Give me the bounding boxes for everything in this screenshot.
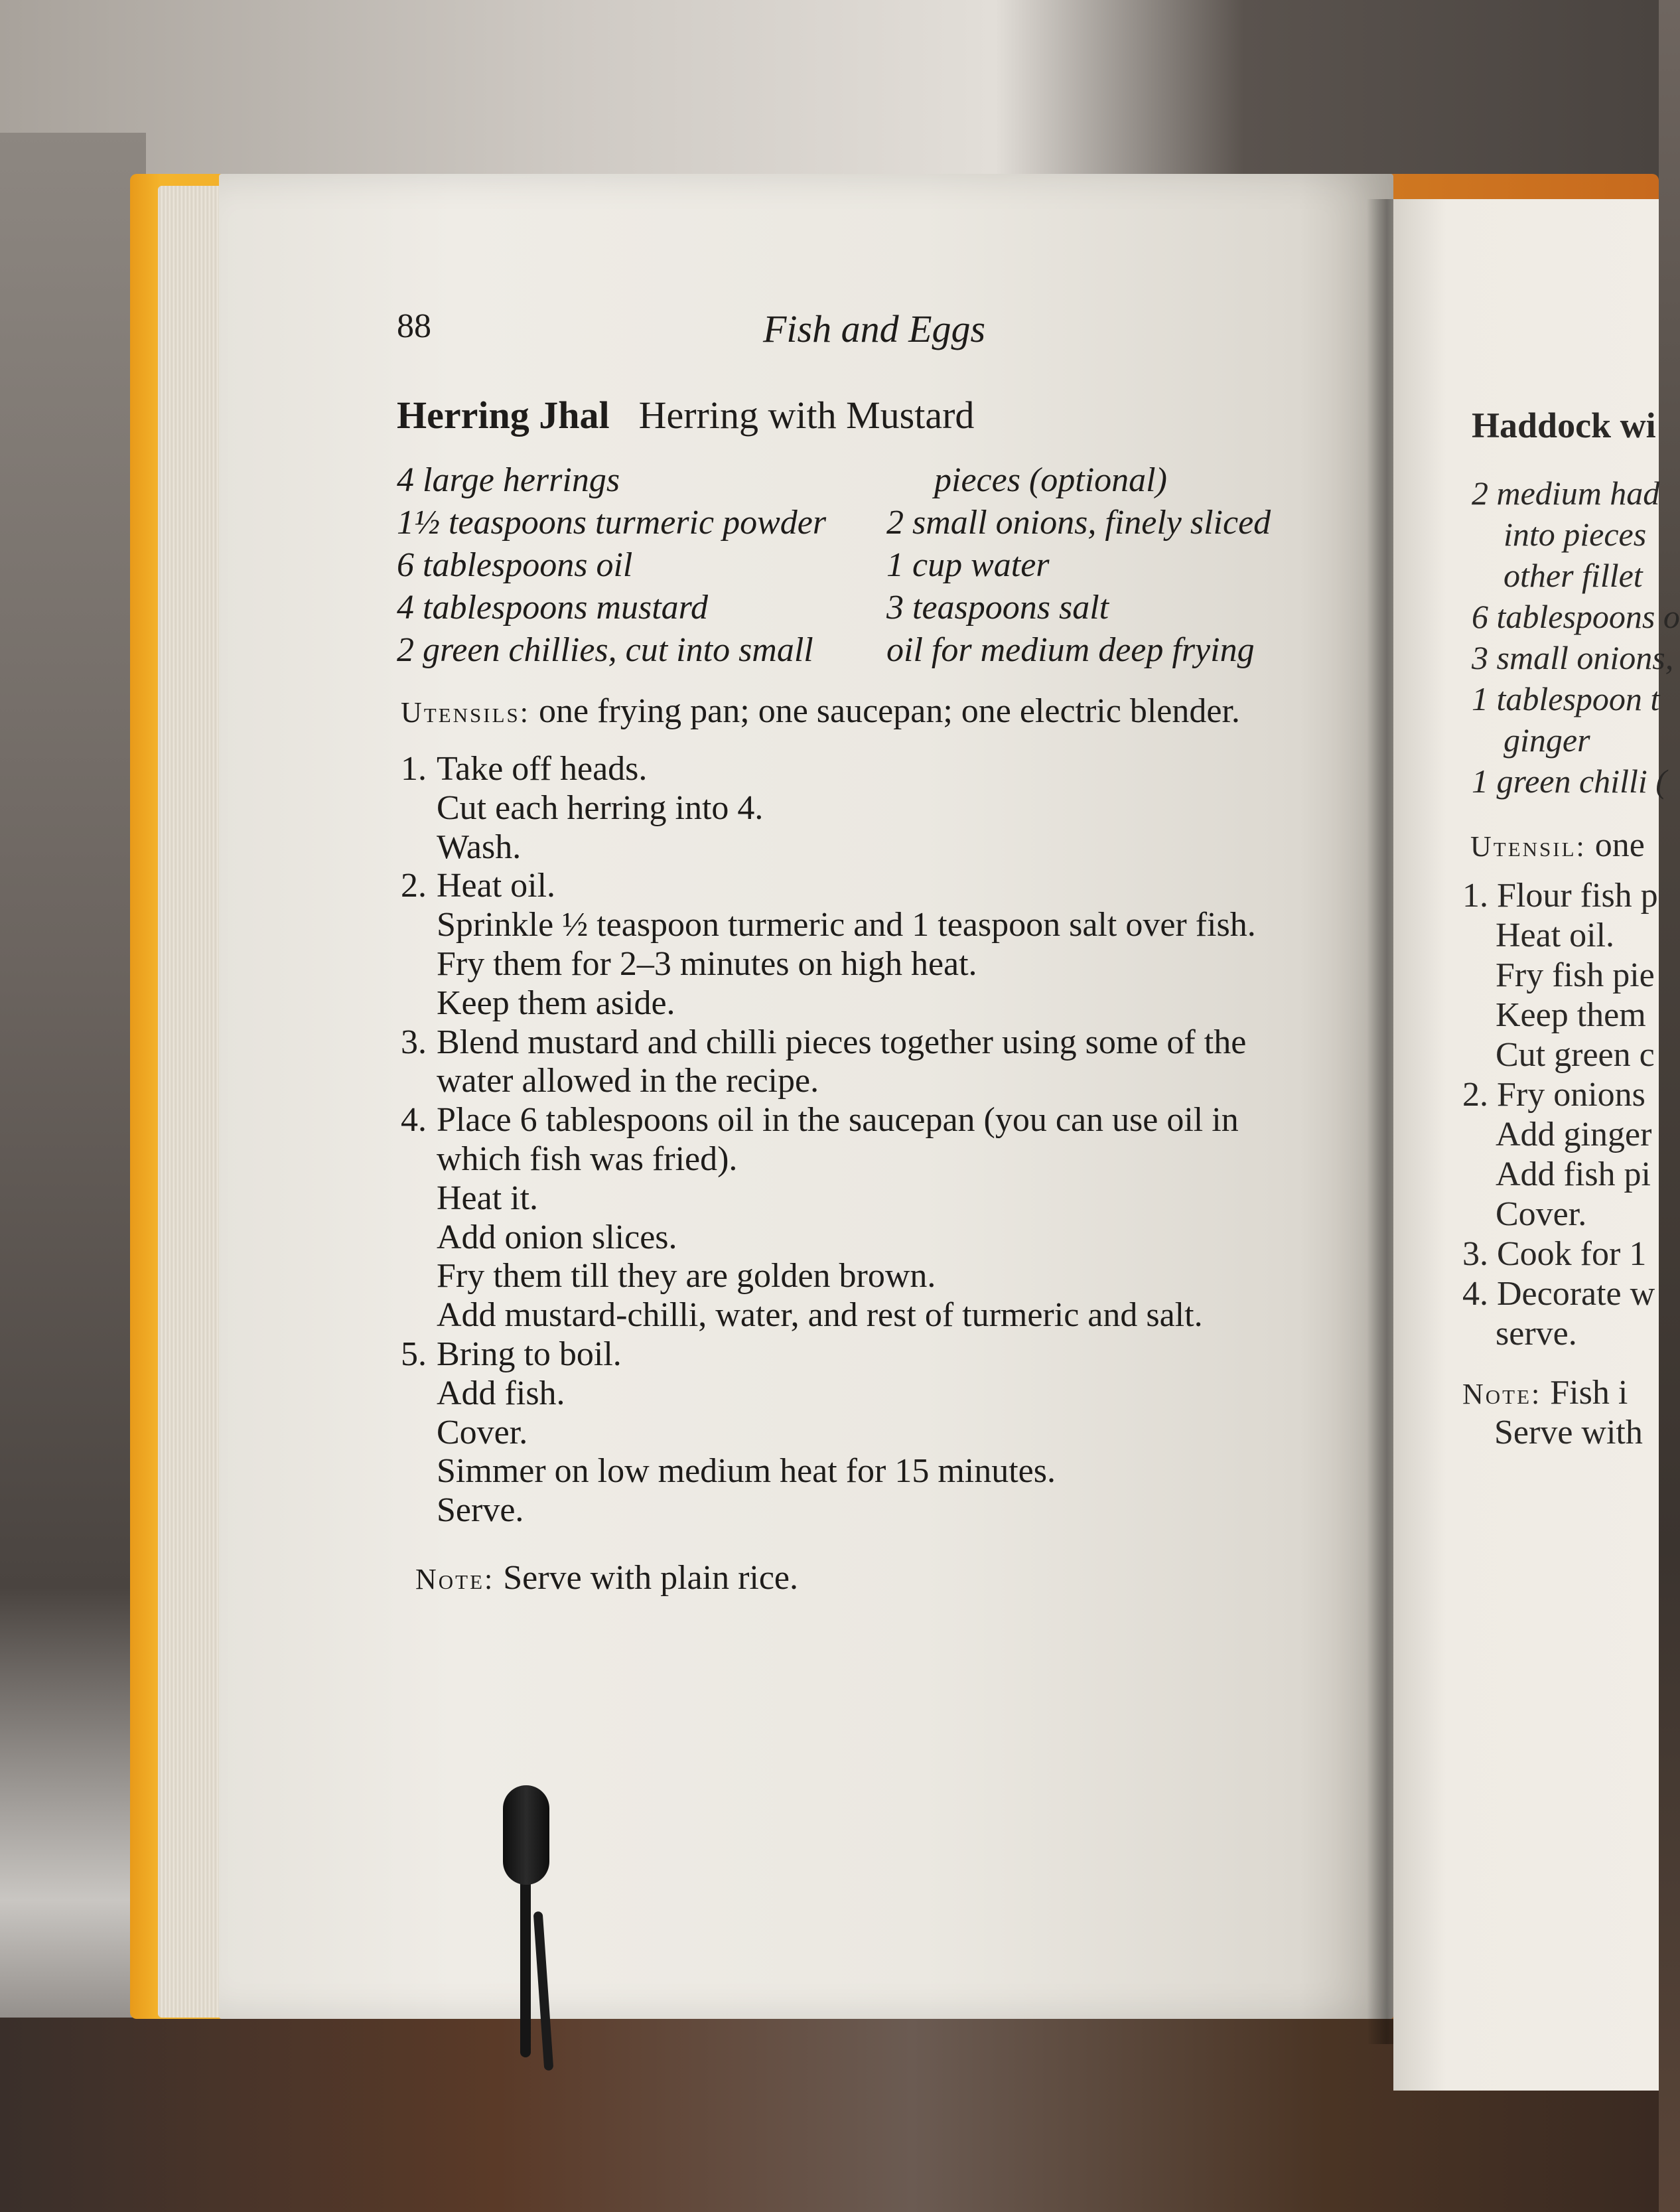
step-number: 2. (401, 867, 427, 905)
step-number: 1. (401, 750, 427, 788)
blurred-background-left (0, 133, 146, 2212)
bookmark-clip (503, 1785, 549, 1885)
step-line: Sprinkle ½ teaspoon turmeric and 1 teaspoon salt over fish. (437, 906, 1256, 944)
ingredient-item: 1½ teaspoons turmeric powder (397, 504, 827, 542)
step-line: Fry fish pie (1496, 956, 1655, 994)
step-number: 3. (401, 1023, 427, 1061)
step (401, 1335, 1330, 1530)
ingredient-item: 2 medium had (1472, 475, 1660, 512)
ingredients-left-column (397, 459, 826, 672)
page-number: 88 (397, 307, 431, 345)
ingredient-item: oil for medium deep frying (886, 631, 1255, 669)
step (401, 1023, 1330, 1102)
right-page (1393, 199, 1680, 2091)
note-text: Serve with (1494, 1414, 1643, 1451)
step-line: Cover. (1496, 1195, 1587, 1233)
step-line: Cut green c (1496, 1036, 1655, 1074)
ingredients-right-column (886, 459, 1271, 672)
step-line: 3. Cook for 1 (1462, 1235, 1647, 1273)
step-line: Place 6 tablespoons oil in the saucepan (you can use oil in (437, 1101, 1239, 1140)
recipe-name: Herring Jhal (397, 394, 610, 437)
step-line: 2. Fry onions (1462, 1076, 1645, 1114)
step-line: Add fish. (437, 1374, 565, 1412)
ingredient-item: 1 cup water (886, 546, 1050, 584)
method-steps (401, 750, 1330, 1530)
utensil-text: one (1586, 826, 1645, 864)
step (401, 750, 1330, 867)
right-ingredients (1472, 473, 1680, 802)
ingredient-item: 2 green chillies, cut into small (397, 631, 813, 669)
step-line: Cut each herring into 4. (437, 788, 764, 827)
ingredient-item: 3 teaspoons salt (886, 589, 1109, 627)
step-line: Keep them (1496, 996, 1646, 1034)
step-line: which fish was fried). (437, 1140, 738, 1178)
step-line: Cover. (437, 1413, 528, 1451)
step-line: Heat it. (437, 1179, 539, 1217)
step (401, 1101, 1330, 1335)
note-label: Note: (415, 1563, 495, 1595)
ingredient-item: 6 tablespoons o (1472, 598, 1680, 635)
step-line: Add onion slices. (437, 1218, 677, 1256)
ingredient-item: 1 tablespoon t (1472, 680, 1660, 717)
ingredient-item: 3 small onions, (1472, 639, 1674, 676)
note-text: Serve with plain rice. (494, 1559, 799, 1597)
step-number: 4. (401, 1101, 427, 1140)
right-recipe-title: Haddock wi (1472, 406, 1656, 445)
step-line: serve. (1496, 1315, 1577, 1353)
step-line: Fry them till they are golden brown. (437, 1257, 936, 1295)
note-label: Note: (1462, 1378, 1542, 1410)
step-line: Take off heads. (437, 750, 648, 788)
step-line: Add mustard-chilli, water, and rest of turmeric and salt. (437, 1296, 1203, 1335)
step-line: Blend mustard and chilli pieces together using some of the (437, 1023, 1247, 1061)
step-line: Simmer on low medium heat for 15 minutes. (437, 1452, 1056, 1491)
ingredient-item: pieces (optional) (934, 461, 1167, 499)
step-line: Wash. (437, 828, 522, 866)
step-line: Keep them aside. (437, 984, 675, 1022)
running-head: Fish and Eggs (763, 307, 986, 350)
step-line: Add ginger (1496, 1116, 1652, 1153)
utensils-line (401, 692, 1240, 731)
ingredient-item: 4 tablespoons mustard (397, 589, 708, 627)
right-method-steps (1462, 876, 1658, 1354)
ingredient-item: 6 tablespoons oil (397, 546, 633, 584)
ingredient-item: 2 small onions, finely sliced (886, 504, 1271, 542)
step-line: Add fish pi (1496, 1155, 1651, 1193)
step-line: Heat oil. (437, 867, 556, 905)
utensils-label: Utensils: (401, 696, 530, 729)
step-line: 4. Decorate w (1462, 1275, 1655, 1313)
step-line: Fry them for 2–3 minutes on high heat. (437, 944, 977, 983)
ingredient-item: ginger (1504, 721, 1590, 759)
step-line: Heat oil. (1496, 917, 1615, 954)
utensils-text: one frying pan; one saucepan; one electric blender. (530, 692, 1240, 730)
ingredient-item: 1 green chilli ( (1472, 763, 1667, 800)
ingredient-item: into pieces (1504, 516, 1647, 553)
ingredient-item: other fillet (1504, 557, 1643, 594)
step-line: water allowed in the recipe. (437, 1062, 819, 1100)
right-utensil-line (1470, 826, 1645, 865)
bookmark-clip-wire (520, 1858, 531, 2057)
ingredient-item: 4 large herrings (397, 461, 620, 499)
step (401, 867, 1330, 1023)
step-line: 1. Flour fish p (1462, 877, 1658, 915)
recipe-note (415, 1558, 798, 1597)
step-line: Bring to boil. (437, 1335, 622, 1373)
step-line: Serve. (437, 1491, 524, 1530)
recipe-title (397, 393, 974, 437)
right-note (1462, 1374, 1643, 1452)
utensil-label: Utensil: (1470, 830, 1586, 863)
step-number: 5. (401, 1335, 427, 1373)
note-text: Fish i (1541, 1374, 1628, 1412)
recipe-subtitle: Herring with Mustard (638, 394, 975, 437)
